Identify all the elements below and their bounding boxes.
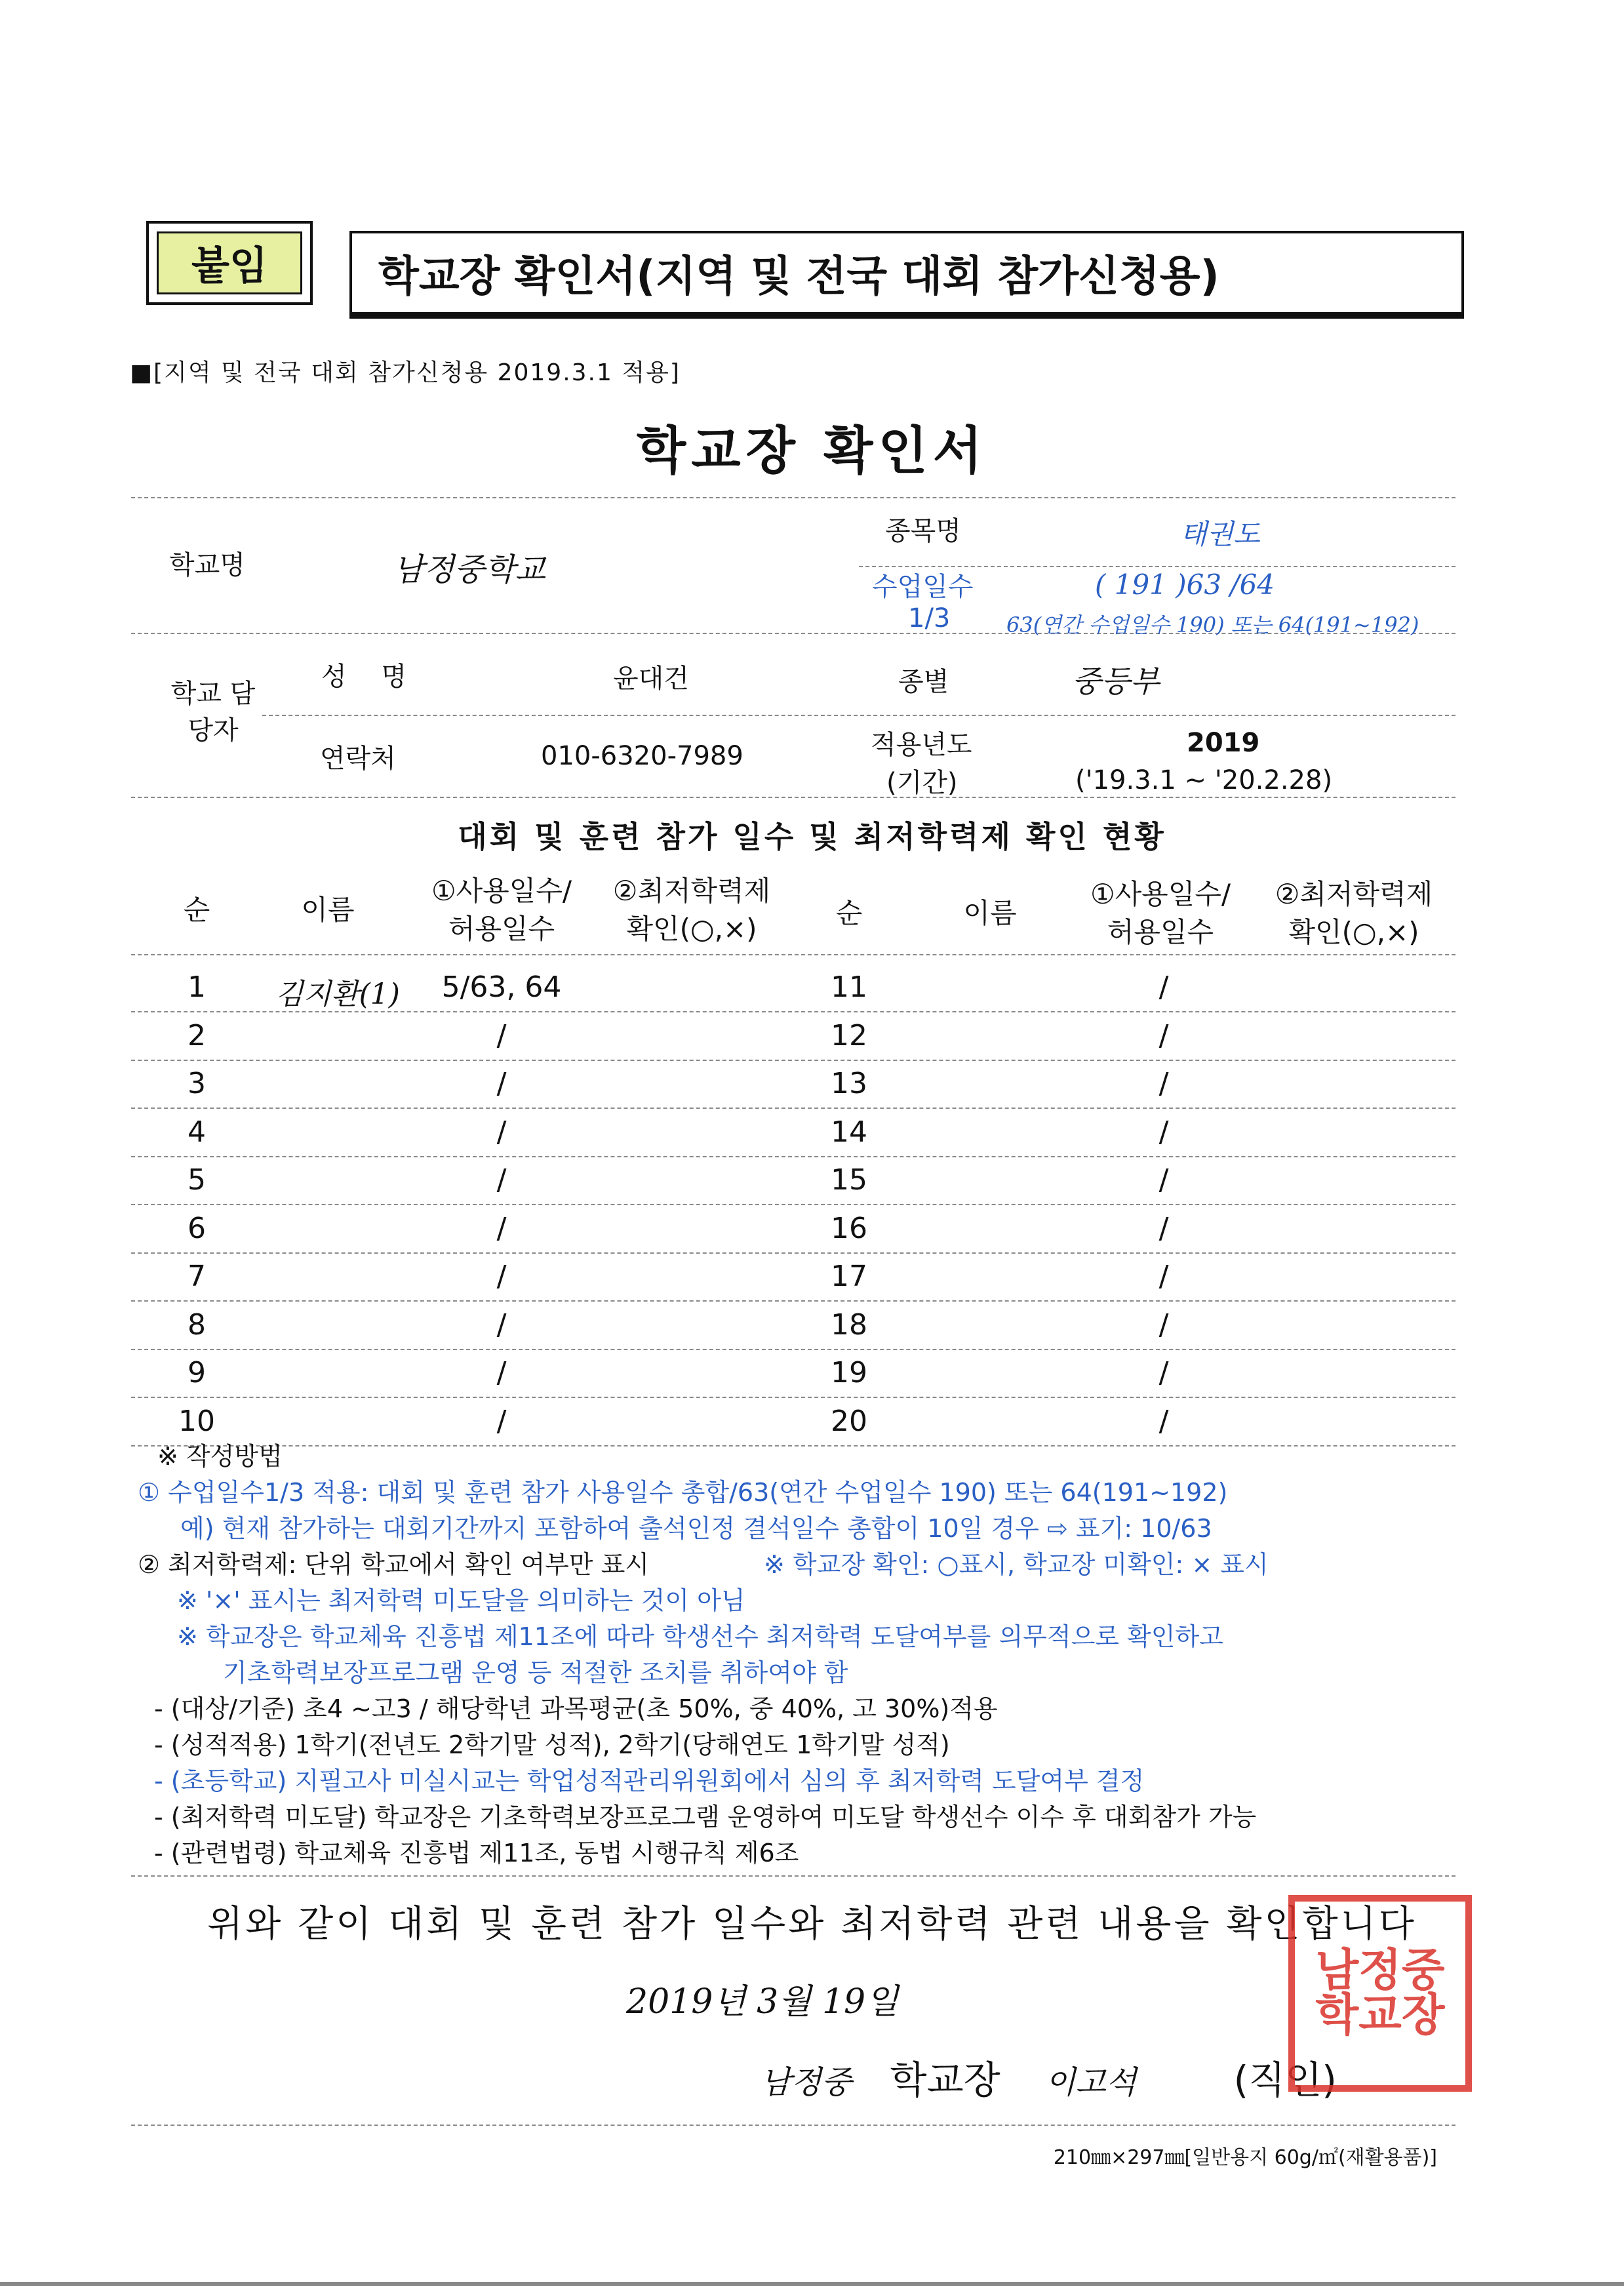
- divider: [131, 497, 1456, 498]
- row-days: /: [496, 1307, 507, 1342]
- row-days: 5/63, 64: [441, 970, 562, 1004]
- row-no: 14: [831, 1115, 867, 1149]
- confirm-text: 위와 같이 대회 및 훈련 참가 일수와 최저학력 관련 내용을 확인합니다: [207, 1903, 1417, 1946]
- row-divider: [131, 1060, 1456, 1061]
- row-days: /: [1159, 1115, 1169, 1149]
- divider: [262, 715, 1456, 716]
- row-divider: [131, 1349, 1456, 1350]
- days-sub: 1/3: [908, 603, 951, 633]
- row-divider: [131, 1108, 1456, 1109]
- method-line-10: - (최저학력 미도달) 학교장은 기초학력보장프로그램 운영하여 미도달 학생선수 이수 후 대회참가 가능: [154, 1803, 1257, 1831]
- manager-label: 학교 담당자: [170, 679, 256, 746]
- header-no-right: 순: [835, 897, 863, 929]
- method-title: ※ 작성방법: [157, 1442, 283, 1471]
- header-days-right: ①사용일수/ 허용일수: [1090, 878, 1231, 948]
- method-line-11: - (관련법령) 학교체육 진흥법 제11조, 동법 시행규칙 제6조: [154, 1839, 799, 1867]
- row-no: 19: [831, 1356, 867, 1389]
- sport-value: 태권도: [1180, 518, 1260, 550]
- table-divider: [131, 954, 1456, 955]
- divider: [131, 797, 1456, 798]
- method-line-5: ※ 학교장은 학교체육 진흥법 제11조에 따라 학생선수 최저학력 도달여부를 의무적으로 확인하고: [177, 1622, 1223, 1651]
- method-line-1: ① 수업일수1/3 적용: 대회 및 훈련 참가 사용일수 총합/63(연간 수업일수 190) 또는 64(191~192): [138, 1478, 1228, 1507]
- row-days: /: [496, 1163, 507, 1197]
- year-sub: (기간): [886, 768, 958, 798]
- header-title: 학교장 확인서(지역 및 전국 대회 참가신청용): [349, 231, 1464, 315]
- year-label: 적용년도: [871, 730, 972, 760]
- year-period: ('19.3.1 ~ '20.2.28): [1075, 765, 1333, 795]
- method-line-3a: ② 최저학력제: 단위 학교에서 확인 여부만 표시: [138, 1550, 650, 1579]
- school-value: 남정중학교: [393, 551, 545, 588]
- contact-label: 연락처: [320, 744, 396, 774]
- divider: [131, 1875, 1456, 1877]
- attachment-tag-label: 붙임: [157, 231, 302, 294]
- document-title: 학교장 확인서: [636, 422, 988, 481]
- row-days: /: [1159, 1163, 1169, 1197]
- method-line-2: 예) 현재 참가하는 대회기간까지 포함하여 출석인정 결석일수 총합이 10일 경우 ⇨ 표기: 10/63: [180, 1514, 1212, 1543]
- row-divider: [131, 1397, 1456, 1398]
- seal-text: 남정중학교장: [1315, 1945, 1445, 2041]
- school-label: 학교명: [169, 550, 245, 580]
- row-days: /: [1159, 1356, 1169, 1389]
- method-line-9: - (초등학교) 지필고사 미실시교는 학업성적관리위원회에서 심의 후 최저학력 도달여부 결정: [154, 1766, 1145, 1795]
- row-days: /: [1159, 1404, 1169, 1438]
- apply-note: ■[지역 및 전국 대회 참가신청용 2019.3.1 적용]: [130, 359, 681, 386]
- seal-note: (직인): [1233, 2058, 1337, 2102]
- row-no: 9: [188, 1356, 206, 1389]
- row-days: /: [1159, 1211, 1169, 1245]
- row-days: /: [496, 1404, 507, 1438]
- attachment-tag: [146, 221, 313, 305]
- row-days: /: [1159, 1260, 1169, 1293]
- row-days: /: [496, 1260, 507, 1293]
- days-note: 63(연간 수업일수 190) 또는 64(191~192): [1006, 612, 1419, 637]
- row-days: /: [496, 1211, 507, 1245]
- sign-principal: 이고석: [1045, 2064, 1137, 2101]
- row-name: 김지환(1): [275, 978, 400, 1011]
- row-days: /: [1159, 1018, 1169, 1052]
- row-days: /: [496, 1115, 507, 1149]
- row-days: /: [1159, 1067, 1169, 1100]
- method-line-3b: ※ 학교장 확인: ○표시, 학교장 미확인: × 표시: [764, 1550, 1269, 1579]
- section-title: 대회 및 훈련 참가 일수 및 최저학력제 확인 현황: [458, 819, 1166, 854]
- row-no: 15: [831, 1163, 867, 1197]
- row-divider: [131, 1252, 1456, 1254]
- row-days: /: [1159, 970, 1169, 1004]
- row-no: 12: [831, 1018, 867, 1052]
- row-no: 13: [831, 1067, 867, 1100]
- sign-date: 2019년 3월 19일: [626, 1982, 899, 2022]
- header-check-right: ②최저학력제 확인(○,×): [1275, 878, 1433, 948]
- division-label: 종별: [898, 667, 949, 697]
- row-no: 5: [188, 1163, 206, 1197]
- sign-school: 남정중: [761, 2064, 852, 2101]
- row-no: 10: [178, 1404, 215, 1438]
- year-value: 2019: [1187, 728, 1260, 758]
- row-days: /: [496, 1356, 507, 1389]
- row-days: /: [1159, 1307, 1169, 1342]
- row-no: 8: [188, 1307, 206, 1342]
- row-no: 7: [188, 1260, 206, 1293]
- row-divider: [131, 1300, 1456, 1302]
- row-divider: [131, 1204, 1456, 1205]
- signature-line: [761, 2049, 1337, 2104]
- row-no: 3: [188, 1067, 206, 1100]
- row-no: 4: [188, 1115, 206, 1149]
- header-name-left: 이름: [301, 894, 355, 926]
- footer-note: 210㎜×297㎜[일반용지 60g/㎡(재활용품)]: [1053, 2146, 1437, 2169]
- row-divider: [131, 1156, 1456, 1157]
- row-no: 18: [831, 1307, 867, 1342]
- method-line-7: - (대상/기준) 초4 ~고3 / 해당학년 과목평균(초 50%, 중 40%, 고 30%)적용: [154, 1694, 998, 1723]
- days-label: 수업일수: [872, 572, 974, 602]
- name-label: 성 명: [321, 662, 420, 692]
- sign-role: 학교장: [890, 2058, 1000, 2102]
- header-name-right: 이름: [963, 897, 1017, 929]
- row-no: 6: [188, 1211, 206, 1245]
- method-line-4: ※ '×' 표시는 최저학력 미도달을 의미하는 것이 아님: [177, 1586, 745, 1615]
- row-no: 1: [188, 970, 206, 1004]
- method-line-6: 기초학력보장프로그램 운영 등 적절한 조치를 취하여야 함: [223, 1658, 848, 1687]
- row-divider: [131, 1445, 1456, 1447]
- contact-value: 010-6320-7989: [541, 741, 743, 771]
- header-days-left: ①사용일수/ 허용일수: [431, 875, 572, 945]
- row-no: 16: [831, 1211, 867, 1245]
- header-check-left: ②최저학력제 확인(○,×): [612, 875, 771, 945]
- row-no: 11: [831, 970, 867, 1004]
- division-value: 중등부: [1072, 664, 1160, 699]
- scan-edge: [0, 2282, 1624, 2286]
- method-line-8: - (성적적용) 1학기(전년도 2학기말 성적), 2학기(당해연도 1학기말 성적): [154, 1730, 950, 1759]
- row-no: 17: [831, 1260, 867, 1293]
- header-title-shadow: [349, 315, 1464, 319]
- sport-label: 종목명: [885, 516, 961, 546]
- row-no: 2: [188, 1018, 206, 1052]
- divider: [131, 2125, 1456, 2126]
- row-days: /: [496, 1018, 507, 1052]
- row-no: 20: [831, 1404, 867, 1438]
- name-value: 윤대건: [613, 664, 689, 694]
- header-no-left: 순: [183, 894, 210, 926]
- row-divider: [131, 1011, 1456, 1012]
- official-seal: [1288, 1895, 1472, 2092]
- days-value: ( 191 )63 /64: [1095, 569, 1275, 601]
- row-days: /: [496, 1067, 507, 1100]
